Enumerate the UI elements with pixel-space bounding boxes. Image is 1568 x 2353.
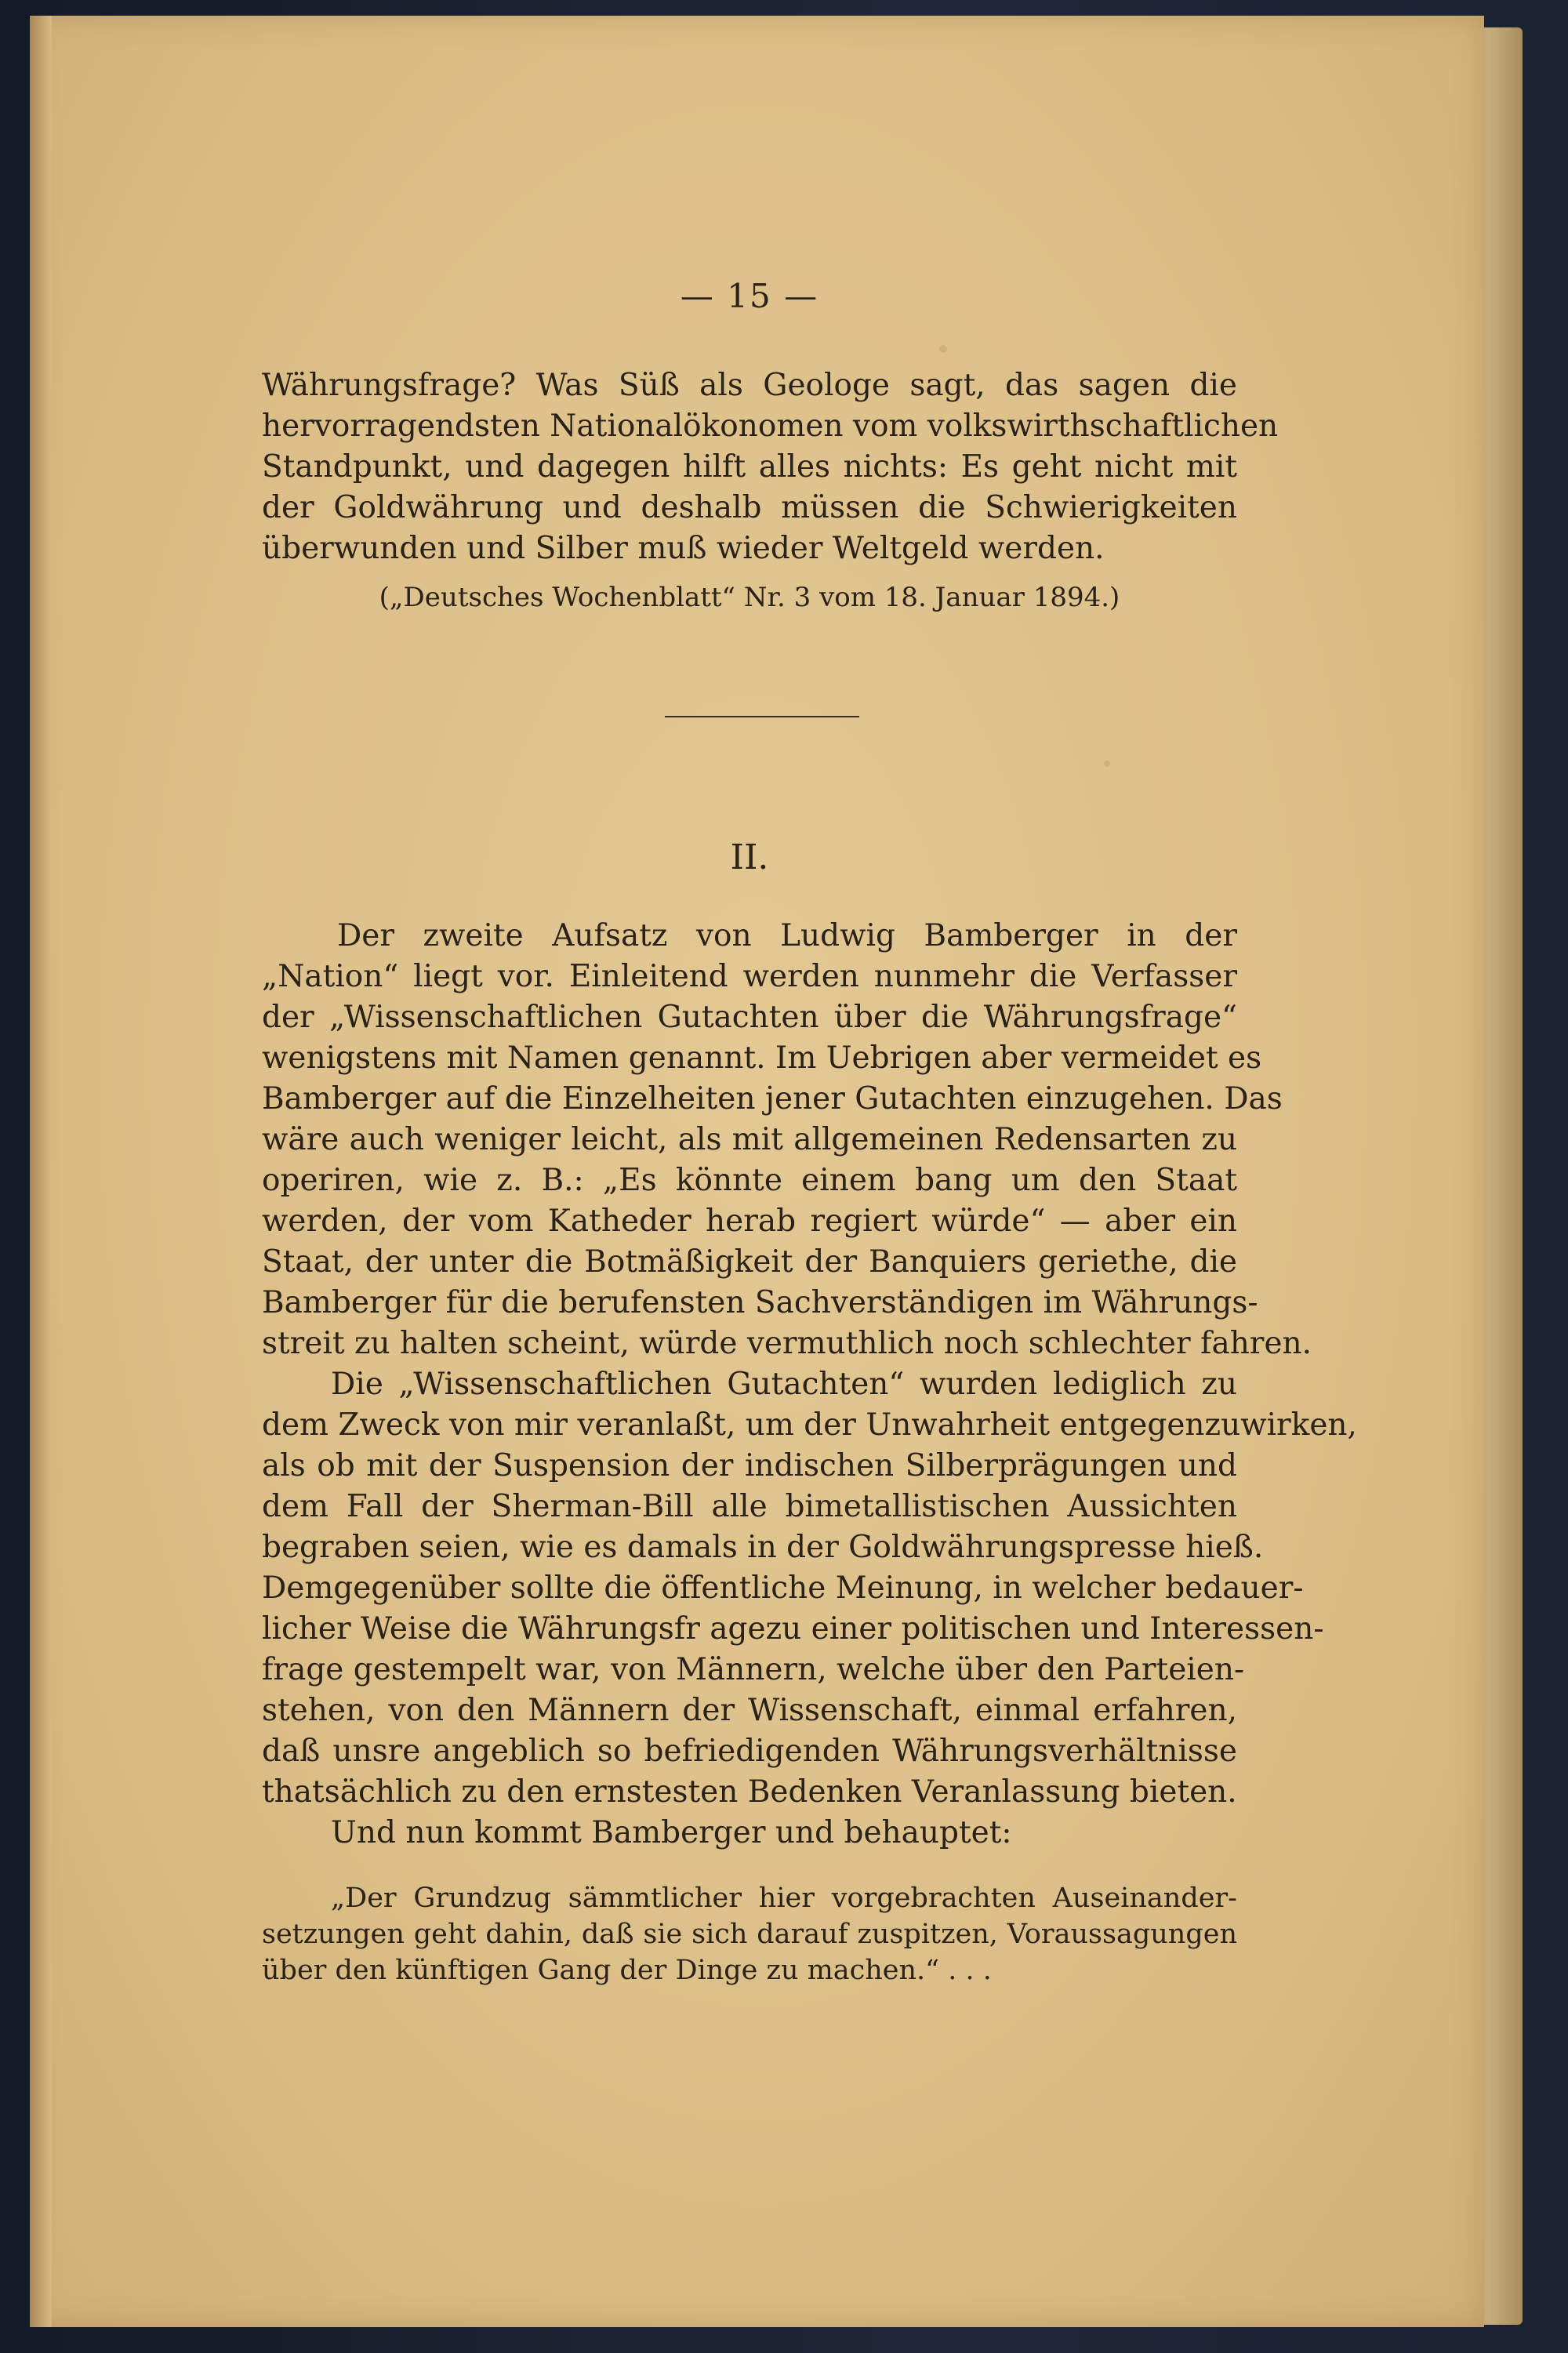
text-line: dem Zweck von mir veranlaßt, um der Unwahrheit entgegenzuwirken, <box>262 1407 1357 1443</box>
text-line: als ob mit der Suspension der indischen Silberprägungen und <box>262 1448 1237 1483</box>
text-line: „Nation“ liegt vor. Einleitend werden nunmehr die Verfasser <box>262 959 1237 994</box>
text-line: Demgegenüber sollte die öffentliche Meinung, in welcher bedauer- <box>262 1570 1304 1606</box>
text-line: überwunden und Silber muß wieder Weltgeld werden. <box>262 531 1105 566</box>
block-quote <box>262 1880 1237 1988</box>
text-line: wäre auch weniger leicht, als mit allgemeinen Redensarten zu <box>262 1122 1237 1157</box>
citation: („Deutsches Wochenblatt“ Nr. 3 vom 18. Januar 1894.) <box>379 582 1120 613</box>
text-line: daß unsre angeblich so befriedigenden Währungsverhältnisse <box>262 1734 1237 1769</box>
section-body <box>262 916 1357 1854</box>
section-heading: II. <box>730 837 769 877</box>
text-line: Die „Wissenschaftlichen Gutachten“ wurden lediglich zu <box>331 1367 1237 1402</box>
text-line: dem Fall der Sherman-Bill alle bimetallistischen Aussichten <box>262 1489 1237 1524</box>
text-line: der „Wissenschaftlichen Gutachten über die Währungsfrage“ <box>262 1000 1237 1035</box>
text-line: wenigstens mit Namen genannt. Im Uebrigen aber vermeidet es <box>262 1040 1262 1076</box>
text-line: werden, der vom Katheder herab regiert würde“ — aber ein <box>262 1204 1237 1239</box>
text-line: operiren, wie z. B.: „Es könnte einem bang um den Staat <box>262 1163 1237 1198</box>
text-line: thatsächlich zu den ernstesten Bedenken Veranlassung bieten. <box>262 1774 1237 1810</box>
page-spine <box>30 16 52 2327</box>
quote-line: über den künftigen Gang der Dinge zu machen.“ . . . <box>262 1955 992 1986</box>
text-line: Währungsfrage? Was Süß als Geologe sagt, das sagen die <box>262 368 1237 403</box>
quote-line: „Der Grundzug sämmtlicher hier vorgebrachten Auseinander- <box>331 1883 1237 1914</box>
text-line: Standpunkt, und dagegen hilft alles nichts: Es geht nicht mit <box>262 449 1237 485</box>
text-line: stehen, von den Männern der Wissenschaft, einmal erfahren, <box>262 1693 1237 1728</box>
text-line: Der zweite Aufsatz von Ludwig Bamberger in der <box>337 918 1237 953</box>
text-line: Staat, der unter die Botmäßigkeit der Banquiers geriethe, die <box>262 1244 1237 1280</box>
text-line: Und nun kommt Bamberger und behauptet: <box>331 1815 1012 1850</box>
text-line: licher Weise die Währungsfr agezu einer politischen und Interessen- <box>262 1611 1324 1647</box>
text-line: hervorragendsten Nationalökonomen vom volkswirthschaftlichen <box>262 409 1279 444</box>
text-line: frage gestempelt war, von Männern, welche über den Parteien- <box>262 1652 1245 1687</box>
book-page <box>30 16 1484 2327</box>
quote-line: setzungen geht dahin, daß sie sich darauf zuspitzen, Voraussagungen <box>262 1919 1237 1950</box>
section-divider <box>665 716 859 717</box>
paragraph-continuation <box>262 365 1279 618</box>
text-line: streit zu halten scheint, würde vermuthlich noch schlechter fahren. <box>262 1326 1312 1361</box>
text-line: der Goldwährung und deshalb müssen die Schwierigkeiten <box>262 490 1237 525</box>
text-line: Bamberger auf die Einzelheiten jener Gutachten einzugehen. Das <box>262 1081 1283 1117</box>
page-number: — 15 — <box>680 277 819 315</box>
paper-spot <box>1104 761 1110 767</box>
text-line: begraben seien, wie es damals in der Goldwährungspresse hieß. <box>262 1530 1264 1565</box>
paper-spot <box>939 345 947 353</box>
text-line: Bamberger für die berufensten Sachverständigen im Währungs- <box>262 1285 1258 1320</box>
